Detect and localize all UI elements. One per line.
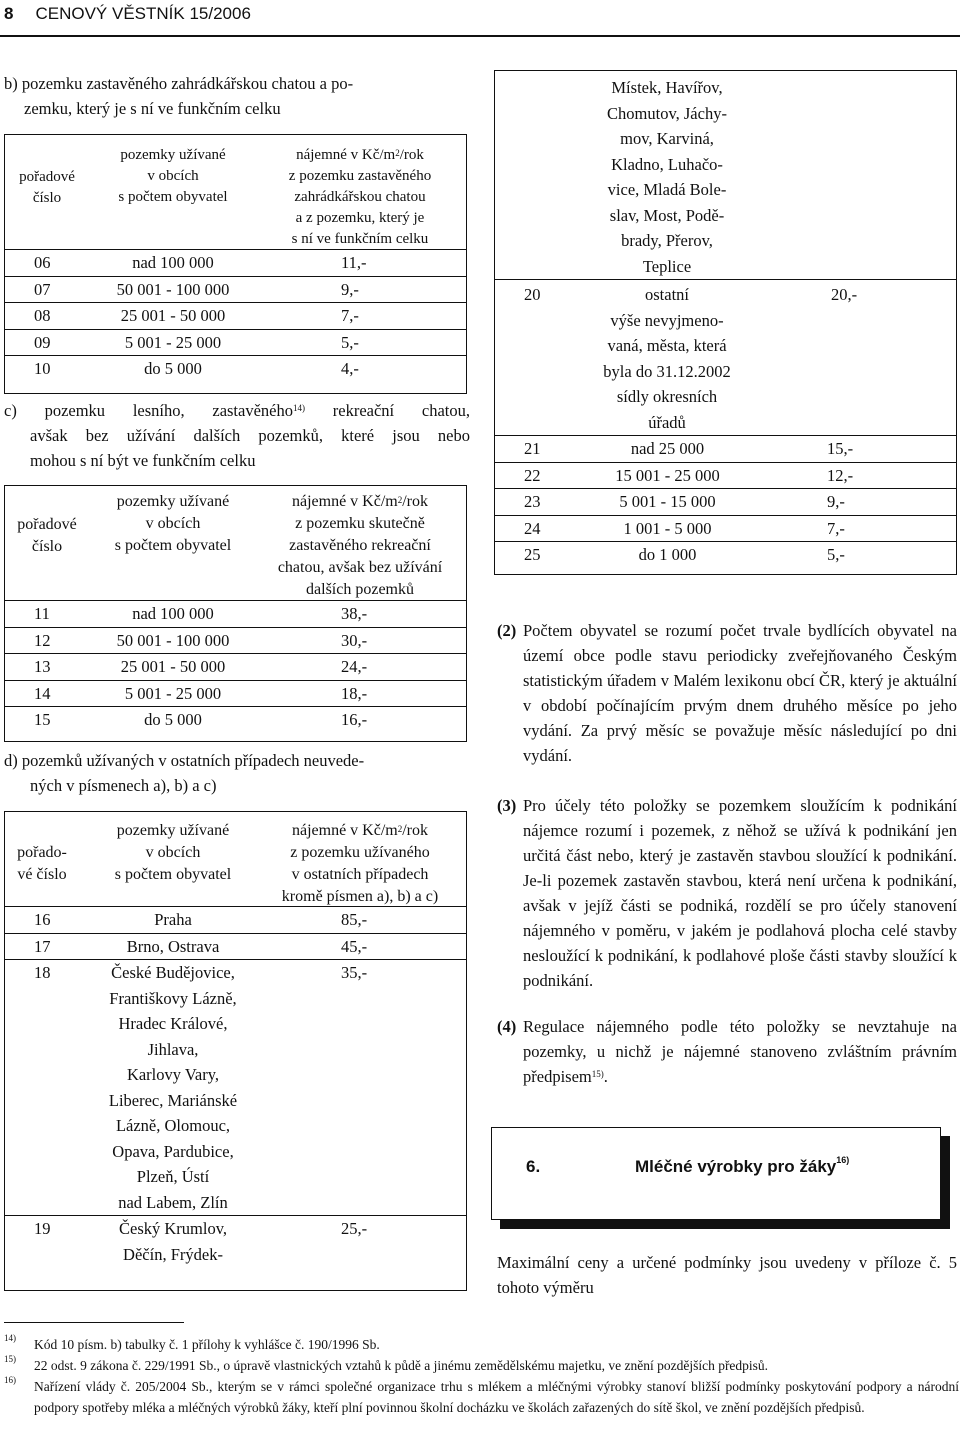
- row-price: 7,-: [341, 306, 359, 325]
- row-price: 18,-: [341, 683, 368, 703]
- row-price: 16,-: [341, 710, 368, 729]
- row-municipality: nad 100 000: [132, 604, 214, 623]
- heading-line: zemku, který je s ní ve funkčním celku: [24, 99, 281, 118]
- row-num: 12: [34, 630, 51, 650]
- row-price: 4,-: [341, 359, 359, 378]
- row-num: 22: [524, 465, 541, 485]
- table-row: [5, 934, 466, 961]
- table-row: [5, 960, 466, 1216]
- table-d: [4, 811, 467, 1291]
- paragraph-4: [497, 1014, 957, 1089]
- row-municipality: ostatní výše nevyjmeno- vaná, města, která byla do 31.12.2002 sídly okresních úřadů: [603, 285, 731, 432]
- col-header-number: pořado- vé číslo: [17, 844, 67, 883]
- cont-municipalities: Místek, Havířov, Chomutov, Jáchy- mov, Karviná, Kladno, Luhačo- vice, Mladá Bole- slav, Most, Podě- brady, Přerov, Teplice: [607, 78, 727, 276]
- table-row: [495, 516, 956, 543]
- paragraph-text: Pro účely této položky se pozemkem sloužícím k podnikání nájemce rozumí i pozemek, z něhož se užívá k podnikání jen určitá část nebo, který je zastavěn stavbou sloužící k podnikání. Je-li pozemek zastavěn stavbou, která není určena k podnikání, avšak v jejíž části se podniká, rozdělí se pro účely stanovení nájemného v poměru, v jakém je podlahová plocha celé stavby nesloužící k podnikání, k podlahové ploše části stavby sloužící k podnikání.: [523, 796, 957, 990]
- col-header-municipality: pozemky užívané v obcích s počtem obyvatel: [114, 493, 232, 554]
- row-num: 19: [34, 1219, 51, 1238]
- page-header: [4, 4, 251, 24]
- row-num: 14: [34, 683, 51, 703]
- footnote: [4, 1334, 959, 1355]
- section-title-text: Mléčné výrobky pro žáky: [635, 1157, 837, 1176]
- row-municipality: 50 001 - 100 000: [116, 279, 230, 299]
- row-municipality: České Budějovice, Františkovy Lázně, Hradec Králové, Jihlava, Karlovy Vary, Liberec, Mariánské Lázně, Olomouc, Opava, Pardubice, Plzeň, Ústí nad Labem, Zlín: [108, 963, 238, 1212]
- row-num: 11: [34, 604, 50, 623]
- row-num: 21: [524, 439, 541, 458]
- table-row: [5, 356, 466, 382]
- section-number: 6.: [526, 1157, 541, 1176]
- row-num: 16: [34, 910, 51, 929]
- box-6-text: Maximální ceny a určené podmínky jsou uvedeny v příloze č. 5 tohoto výměru: [497, 1253, 957, 1297]
- rent-unit: nájemné v Kč/m: [291, 822, 398, 839]
- heading-line: avšak bez užívání dalších pozemků, které jsou nebo: [30, 426, 470, 445]
- row-price: 5,-: [827, 545, 845, 564]
- footnote-number: 15): [4, 1354, 16, 1364]
- footnote: [4, 1355, 959, 1376]
- box-6: [491, 1127, 941, 1220]
- row-municipality: do 1 000: [638, 545, 697, 564]
- row-num: 15: [34, 710, 51, 729]
- row-num: 17: [34, 936, 51, 956]
- row-municipality: 5 001 - 25 000: [124, 683, 222, 703]
- table-right-rows: [495, 436, 956, 568]
- row-num: 13: [34, 657, 51, 676]
- row-num: 08: [34, 306, 51, 325]
- row-municipality: Český Krumlov, Děčín, Frýdek-: [118, 1219, 227, 1264]
- table-c-rows: [5, 601, 466, 733]
- footnote-number: 16): [4, 1375, 16, 1385]
- row-price: 11,-: [341, 253, 367, 272]
- row-price: 38,-: [341, 604, 368, 623]
- col-header-number: pořadové číslo: [19, 169, 75, 206]
- col-header-number: pořadové číslo: [17, 516, 77, 555]
- table-b-rows: [5, 250, 466, 382]
- row-num: 09: [34, 332, 51, 352]
- table-row: [5, 628, 466, 655]
- row-municipality: nad 100 000: [132, 253, 214, 272]
- footnote: [4, 1376, 959, 1418]
- row-municipality: Praha: [154, 910, 192, 929]
- heading-line: ných v písmenech a), b) a c): [30, 776, 217, 795]
- rent-desc: /rok z pozemku skutečně zastavěného rekreační chatou, avšak bez užívání dalších pozemků: [277, 493, 443, 598]
- rent-desc: /rok z pozemku užívaného v ostatních případech kromě písmen a), b) a c): [281, 822, 439, 905]
- footnote-ref: 15): [591, 1069, 604, 1079]
- row-price: 9,-: [341, 279, 359, 299]
- paragraph-number: (3): [497, 796, 517, 815]
- col-header-rent: nájemné v $Kč/m^2$/rok z pozemku zastavěného zahrádkářskou chatou a z pozemku, který je s ní ve funkčním celku: [288, 147, 432, 247]
- row-municipality: 5 001 - 15 000: [619, 492, 716, 511]
- row-price: 7,-: [827, 518, 845, 538]
- row-municipality: do 5 000: [144, 359, 202, 378]
- section-title: [635, 1157, 849, 1177]
- row-price: 45,-: [341, 936, 368, 956]
- table-b: [4, 134, 467, 394]
- table-row: [5, 1216, 466, 1267]
- row-num: 24: [524, 518, 541, 538]
- heading-line: d) pozemků užívaných v ostatních případech neuvede-: [4, 751, 365, 770]
- row-num: 10: [34, 359, 51, 378]
- row-municipality: Brno, Ostrava: [126, 936, 220, 956]
- row-municipality: 50 001 - 100 000: [116, 630, 230, 650]
- rent-unit: nájemné v Kč/m: [296, 147, 396, 163]
- paragraph-end: .: [603, 1067, 608, 1086]
- row-num: 20: [524, 285, 541, 304]
- footnotes: [4, 1334, 959, 1418]
- row-price: 25,-: [341, 1219, 368, 1238]
- table-row: [495, 542, 956, 568]
- heading-line: mohou s ní být ve funkčním celku: [30, 451, 256, 470]
- header-rule: [0, 35, 960, 37]
- row-num: 23: [524, 492, 541, 511]
- rent-unit: nájemné v Kč/m: [291, 493, 398, 510]
- row-price: 12,-: [827, 465, 854, 485]
- table-row: [5, 681, 466, 708]
- row-municipality: 5 001 - 25 000: [124, 332, 222, 352]
- footnote-rule: [4, 1322, 184, 1323]
- paragraph-body: Regulace nájemného podle této položky se nevztahuje na pozemky, u nichž je nájemné stanoveno zvláštním právním předpisem: [523, 1017, 957, 1086]
- footnote-text: 22 odst. 9 zákona č. 229/1991 Sb., o úpravě vlastnických vztahů k půdě a jinému zemědělskému majetku, ve znění pozdějších předpisů.: [34, 1358, 769, 1373]
- footnote-ref: 16): [836, 1155, 850, 1165]
- table-row: [5, 277, 466, 304]
- section-d-heading: [4, 748, 470, 798]
- row-price: 35,-: [341, 963, 368, 982]
- col-header-municipality: pozemky užívané v obcích s počtem obyvatel: [118, 147, 228, 205]
- table-row: [5, 654, 466, 681]
- row-num: 06: [34, 253, 51, 272]
- table-row: [495, 463, 956, 490]
- row-municipality: do 5 000: [144, 710, 202, 729]
- row-municipality: 1 001 - 5 000: [623, 518, 712, 538]
- rent-desc: /rok z pozemku zastavěného zahrádkářskou chatou a z pozemku, který je s ní ve funkčním celku: [288, 147, 432, 247]
- table-row: [5, 601, 466, 628]
- table-row: [5, 707, 466, 733]
- table-c: [4, 485, 467, 742]
- row-num: 18: [34, 963, 51, 982]
- paragraph-number: (4): [497, 1017, 517, 1036]
- row-price: 85,-: [341, 910, 368, 929]
- table-row: [495, 489, 956, 516]
- row-price: 24,-: [341, 657, 368, 676]
- footnote-number: 14): [4, 1333, 16, 1343]
- table-d-rows: [5, 907, 466, 1267]
- paragraph-text: [523, 1014, 957, 1089]
- row-price: 15,-: [827, 439, 854, 458]
- table-right: [494, 70, 957, 575]
- row-price: 30,-: [341, 630, 368, 650]
- table-row: [495, 436, 956, 463]
- paragraph-number: (2): [497, 621, 517, 640]
- table-rule: [495, 279, 956, 280]
- col-header-rent: nájemné v $Kč/m^2$/rok z pozemku skutečně zastavěného rekreační chatou, avšak bez užívání dalších pozemků: [277, 493, 443, 598]
- row-price: 5,-: [341, 332, 359, 352]
- row-municipality: 25 001 - 50 000: [120, 306, 226, 325]
- col-header-rent: nájemné v $Kč/m^2$/rok z pozemku užívaného v ostatních případech kromě písmen a), b) a c): [281, 822, 439, 905]
- heading-text: c) pozemku lesního, zastavěného: [4, 401, 293, 420]
- paragraph-3: [497, 793, 957, 993]
- table-row: [5, 250, 466, 277]
- footnote-text: Nařízení vlády č. 205/2004 Sb., kterým se v rámci společné organizace trhu s mlékem a mléčnými výrobky stanoví bližší podmínky poskytování podpory a národní podpory spotřeby mléka a mléčných výrobků žáky, kteří plní povinnou školní docházku ve školách zařazených do sítě škol, ve znění pozdějších předpisů.: [34, 1379, 959, 1415]
- table-row: [5, 330, 466, 357]
- section-c-heading: [4, 398, 470, 473]
- paragraph-2: [497, 618, 957, 768]
- section-b-heading: [4, 71, 474, 121]
- footnote-ref: 14): [293, 403, 305, 413]
- row-municipality: nad 25 000: [630, 439, 705, 458]
- page-number: 8: [4, 4, 14, 23]
- row-municipality: 15 001 - 25 000: [615, 465, 720, 485]
- heading-line: [4, 398, 470, 423]
- heading-line: b) pozemku zastavěného zahrádkářskou chatou a po-: [4, 74, 354, 93]
- journal-title: CENOVÝ VĚSTNÍK 15/2006: [35, 4, 251, 23]
- table-row: [5, 303, 466, 330]
- row-municipality: 25 001 - 50 000: [120, 657, 226, 676]
- col-header-municipality: pozemky užívané v obcích s počtem obyvatel: [114, 822, 232, 883]
- row-num: 25: [524, 545, 541, 564]
- row-price: 9,-: [827, 492, 845, 511]
- heading-text: rekreační chatou,: [305, 401, 470, 420]
- row-price: 20,-: [831, 285, 858, 304]
- paragraph-text: Počtem obyvatel se rozumí počet trvale bydlících obyvatel na území obce podle stavu periodicky zveřejňovaného Českým statistickým úřadem v Malém lexikonu obcí ČR, který je aktuální v období počínajícím prvým dnem druhého měsíce po jeho vydání. Za prvý měsíc se považuje měsíc následující po dni vydání.: [523, 621, 957, 765]
- table-row: [5, 907, 466, 934]
- footnote-text: Kód 10 písm. b) tabulky č. 1 přílohy k vyhlášce č. 190/1996 Sb.: [34, 1337, 380, 1352]
- row-num: 07: [34, 279, 51, 299]
